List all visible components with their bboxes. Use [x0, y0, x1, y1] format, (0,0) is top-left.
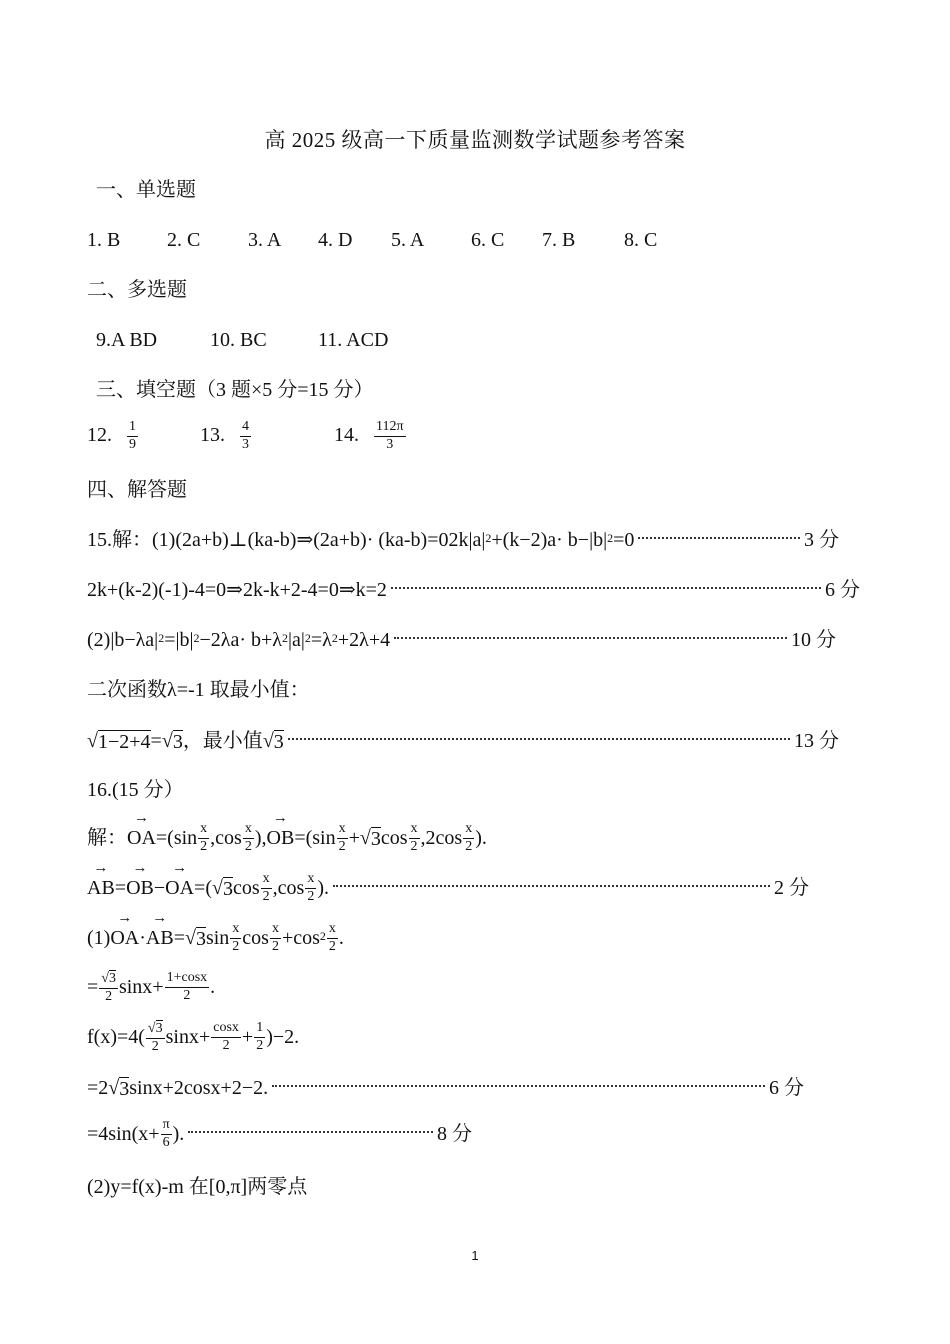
sqrt-sign: √: [262, 730, 274, 752]
num: π: [161, 1118, 172, 1135]
t: =(sin: [294, 827, 336, 850]
s15-l3-e: =λ: [310, 629, 332, 651]
s15-l3-d: |a|: [287, 629, 305, 651]
s15-l3-f: +2λ+4: [337, 629, 391, 651]
vector-oa: → OA: [165, 878, 194, 898]
t: −: [153, 877, 166, 900]
q13-denominator: 3: [242, 436, 249, 452]
sqrt-sign: √: [87, 730, 98, 752]
solution-16-line-3: [87, 922, 344, 954]
num: x: [305, 872, 316, 889]
den: 2: [183, 987, 191, 1003]
vector-oa: → OA: [110, 928, 139, 948]
answer-2: 2. C: [167, 229, 201, 251]
t: ),: [254, 827, 267, 850]
section-heading-multi-choice: 二、多选题: [87, 279, 187, 301]
t: =: [114, 877, 127, 900]
answer-14: [334, 420, 407, 452]
sup: 2: [281, 631, 288, 645]
dot-leader: [638, 537, 800, 539]
q13-fraction: [240, 420, 251, 452]
radicand: 3: [119, 1078, 130, 1100]
answer-11: 11. ACD: [318, 329, 389, 351]
answer-1: 1. B: [87, 229, 121, 251]
score-points: 3 分: [804, 529, 839, 551]
page-number: 1: [471, 1248, 479, 1263]
score-points: 6 分: [825, 579, 860, 601]
equals: =: [150, 730, 162, 752]
score-points: 6 分: [769, 1077, 804, 1099]
frac-x-2: [327, 922, 338, 954]
q14-denominator: 3: [386, 436, 394, 452]
t: ,2cos: [420, 827, 463, 850]
t: =(sin: [155, 827, 198, 850]
t: +: [348, 827, 360, 850]
sqrt-sign: √: [212, 877, 223, 900]
frac-x-2: [261, 872, 272, 904]
solution-label: 解：: [87, 827, 127, 850]
solution-16-line-5: [87, 1020, 299, 1054]
den: 2: [307, 888, 315, 904]
den: 2: [244, 838, 252, 854]
s15-l1-sup1: 2: [485, 531, 492, 545]
t: ,cos: [272, 877, 305, 900]
num: 1: [254, 1021, 265, 1038]
frac-cosx-2: [211, 1021, 241, 1053]
t: f(x)=4(: [87, 1026, 145, 1049]
radicand: 3: [108, 971, 116, 986]
solution-15-line-5: [87, 730, 839, 752]
section-heading-solutions: 四、解答题: [87, 479, 187, 501]
vector-oa: → OA: [127, 828, 156, 848]
q12-fraction: [127, 420, 138, 452]
score-points: 8 分: [437, 1123, 472, 1146]
answer-3: 3. A: [248, 229, 282, 251]
solution-16-line-4: [87, 970, 215, 1004]
dot-leader: [188, 1131, 433, 1133]
num: x: [261, 872, 272, 889]
frac-x-2: [243, 822, 254, 854]
answer-6: 6. C: [471, 229, 505, 251]
frac-sqrt3-2: [99, 970, 118, 1004]
den: 2: [262, 888, 270, 904]
t: sin: [205, 927, 230, 950]
sqrt-sign: √: [108, 1077, 120, 1099]
frac-x-2: [463, 822, 474, 854]
sup: 2: [319, 929, 326, 944]
den: 2: [256, 1037, 264, 1053]
t: sinx+: [165, 1026, 211, 1049]
frac-x-2: [409, 822, 420, 854]
num: x: [409, 822, 420, 839]
radicand: 1−2+4: [97, 731, 151, 753]
dot-leader: [391, 587, 821, 589]
den: 2: [222, 1037, 230, 1053]
frac-pi-6: [161, 1118, 172, 1150]
t: sinx+: [118, 976, 164, 999]
num: x: [463, 822, 474, 839]
num: x: [230, 922, 241, 939]
sqrt-sign: √: [184, 927, 196, 950]
s15-l2-text: 2k+(k-2)(-1)-4=0⇒2k-k+2-4=0⇒k=2: [87, 579, 387, 601]
den: 2: [338, 838, 346, 854]
t: cos: [380, 827, 408, 850]
t: ).: [317, 877, 329, 900]
sup: 2: [331, 631, 338, 645]
solution-16-line-1: [87, 822, 487, 854]
num: x: [198, 822, 209, 839]
frac-x-2: [270, 922, 281, 954]
vector-ob: → OB: [126, 878, 154, 898]
solution-16-line-2: [87, 872, 809, 904]
s15-l1-sup2: 2: [607, 531, 614, 545]
section-heading-single-choice: 一、单选题: [96, 179, 196, 201]
t: =(: [194, 877, 212, 900]
den: 2: [271, 938, 279, 954]
q13-numerator: 4: [240, 420, 251, 437]
answer-5: 5. A: [391, 229, 425, 251]
sup: 2: [193, 631, 200, 645]
solution-16-line-6: [87, 1077, 804, 1099]
t: ).: [475, 827, 487, 850]
radicand: 3: [370, 828, 381, 851]
vector-ab: → AB: [87, 878, 115, 898]
frac-1pluscosx-2: [165, 971, 210, 1003]
vector-ab: → AB: [146, 928, 174, 948]
t: (1): [87, 927, 111, 950]
dot-leader: [272, 1085, 765, 1087]
question-16-heading: 16.(15 分）: [87, 779, 184, 801]
sqrt-sign: √: [359, 827, 371, 850]
radicand: 3: [155, 1021, 163, 1036]
den: 2: [200, 838, 208, 854]
t: sinx+2cosx+2−2.: [129, 1077, 269, 1099]
solution-15-line-3: [87, 630, 836, 650]
t: ).: [172, 1123, 185, 1146]
t: +cos: [281, 927, 320, 950]
den: 2: [151, 1038, 159, 1054]
s15-l3-b: =|b|: [164, 629, 194, 651]
solution-16-line-8: (2)y=f(x)-m 在[0,π]两零点: [87, 1176, 308, 1198]
t: .: [338, 927, 344, 950]
num: x: [327, 922, 338, 939]
s15-l3-a: (2)|b−λa|: [87, 629, 159, 651]
q12-denominator: 9: [129, 436, 136, 452]
answer-13: [200, 420, 252, 452]
frac-sqrt3-2: [146, 1020, 165, 1054]
s15-l1-text3: =0: [613, 529, 635, 551]
t: =: [173, 927, 185, 950]
q14-fraction: [374, 420, 406, 452]
num: x: [243, 822, 254, 839]
answer-10: 10. BC: [210, 329, 267, 351]
t: cos: [242, 927, 269, 950]
num: x: [270, 922, 281, 939]
num: √3: [146, 1020, 165, 1039]
t: )−2.: [266, 1026, 300, 1049]
document-title: 高 2025 级高一下质量监测数学试题参考答案: [264, 128, 686, 152]
solution-15-line-1: [87, 530, 839, 550]
answer-7: 7. B: [542, 229, 576, 251]
t: ,cos: [210, 827, 242, 850]
t: =: [87, 976, 99, 999]
s15-l3-c: −2λa· b+λ: [199, 629, 282, 651]
t: =2: [87, 1077, 109, 1099]
den: 2: [232, 938, 240, 954]
num: x: [337, 822, 348, 839]
solution-16-line-7: [87, 1118, 472, 1150]
vector-ob: → OB: [267, 828, 295, 848]
frac-x-2: [305, 872, 316, 904]
sup: 2: [158, 631, 165, 645]
radicand: 3: [222, 878, 233, 901]
t: +: [241, 1026, 254, 1049]
q12-numerator: 1: [127, 420, 138, 437]
q14-label: 14.: [334, 423, 359, 446]
answer-12: [87, 420, 139, 452]
frac-x-2: [198, 822, 209, 854]
answer-9: 9.A BD: [96, 329, 158, 351]
num: 1+cosx: [165, 971, 210, 988]
q12-label: 12.: [87, 423, 112, 446]
radicand: 3: [195, 928, 206, 951]
q14-numerator: 112π: [374, 420, 406, 437]
t: ·: [139, 927, 146, 950]
min-text: ，最小值: [182, 730, 263, 752]
num: cosx: [211, 1021, 241, 1038]
q13-label: 13.: [200, 423, 225, 446]
solution-15-line-4: 二次函数λ=-1 取最小值：: [87, 679, 310, 701]
score-points: 10 分: [791, 629, 836, 651]
frac-1-2: [254, 1021, 265, 1053]
num: √3: [99, 970, 118, 989]
den: 6: [162, 1134, 170, 1150]
t: .: [210, 976, 216, 999]
frac-x-2: [337, 822, 348, 854]
frac-x-2: [230, 922, 241, 954]
dot-leader: [394, 637, 787, 639]
radicand: 3: [273, 731, 284, 753]
score-points: 13 分: [794, 730, 839, 752]
sqrt-sign: √: [161, 730, 173, 752]
s15-l1-text: 15.解：(1)(2a+b)⊥(ka-b)⇒(2a+b)· (ka-b)=02k|a|: [87, 529, 486, 551]
den: 2: [328, 938, 336, 954]
sup: 2: [304, 631, 311, 645]
section-heading-fill-blank: 三、填空题（3 题×5 分=15 分）: [96, 379, 374, 401]
answer-8: 8. C: [624, 229, 658, 251]
s15-l1-text2: +(k−2)a· b−|b|: [491, 529, 608, 551]
dot-leader: [333, 885, 770, 887]
dot-leader: [288, 738, 790, 740]
answer-4: 4. D: [318, 229, 353, 251]
den: 2: [105, 988, 113, 1004]
t: =4sin(x+: [87, 1123, 160, 1146]
score-points: 2 分: [774, 877, 809, 900]
t: cos: [232, 877, 260, 900]
den: 2: [410, 838, 418, 854]
solution-15-line-2: [87, 580, 860, 600]
radicand: 3: [172, 731, 183, 753]
den: 2: [465, 838, 473, 854]
